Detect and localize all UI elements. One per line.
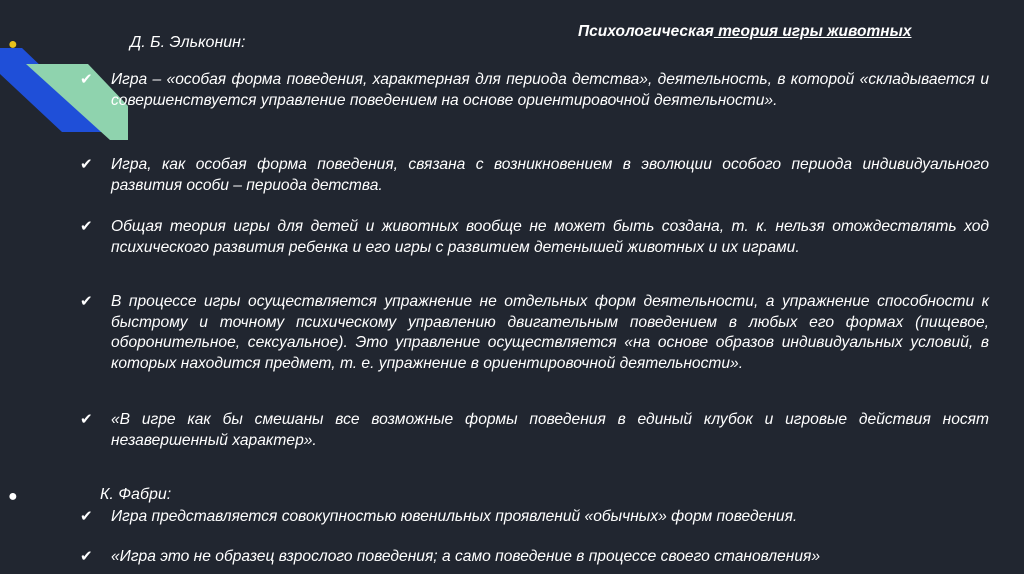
slide-title: Психологическая теория игры животных xyxy=(578,23,912,40)
section-bullet-fabri: ● xyxy=(8,488,18,505)
author-fabri: К. Фабри: xyxy=(100,486,172,503)
list-item: ✔ В процессе игры осуществляется упражнение не отдельных форм деятельности, а упражнение способности к быстрому и точному психическому управлению двигательным поведением в любых его формах (пищевое, оборонительное, сексуальное). Это управление осуществляется «на основе образов индивидуальных условий, в которых находится предмет, т. е. упражнение в ориентировочной деятельности». xyxy=(80,293,989,372)
check-icon: ✔ xyxy=(80,218,93,235)
check-icon: ✔ xyxy=(80,293,93,310)
list-item: ✔ «В игре как бы смешаны все возможные формы поведения в единый клубок и игровые действия носят незавершенный характер». xyxy=(80,411,989,449)
list-item: ✔ Игра – «особая форма поведения, характерная для периода детства», деятельность, в которой «складывается и совершенствуется управление поведением на основе ориентировочной деятельности». xyxy=(80,71,989,109)
section-bullet-elkonin: ● xyxy=(8,36,18,53)
check-icon: ✔ xyxy=(80,156,93,173)
author-elkonin: Д. Б. Эльконин: xyxy=(130,34,246,51)
check-icon: ✔ xyxy=(80,508,93,525)
check-icon: ✔ xyxy=(80,71,93,88)
list-item: ✔ Общая теория игры для детей и животных вообще не может быть создана, т. к. нельзя отождествлять ход психического развития ребенка и его игры с развитием детенышей животных и их играми. xyxy=(80,218,989,256)
check-icon: ✔ xyxy=(80,411,93,428)
check-icon: ✔ xyxy=(80,548,93,565)
list-item: ✔ Игра, как особая форма поведения, связана с возникновением в эволюции особого периода индивидуального развития особи – периода детства. xyxy=(80,156,989,194)
list-item: ✔ «Игра это не образец взрослого поведения; а само поведение в процессе своего становления» xyxy=(80,547,989,568)
list-item: ✔ Игра представляется совокупностью ювенильных проявлений «обычных» форм поведения. xyxy=(80,507,989,528)
slide-title-underlined: теория игры животных xyxy=(713,23,912,40)
